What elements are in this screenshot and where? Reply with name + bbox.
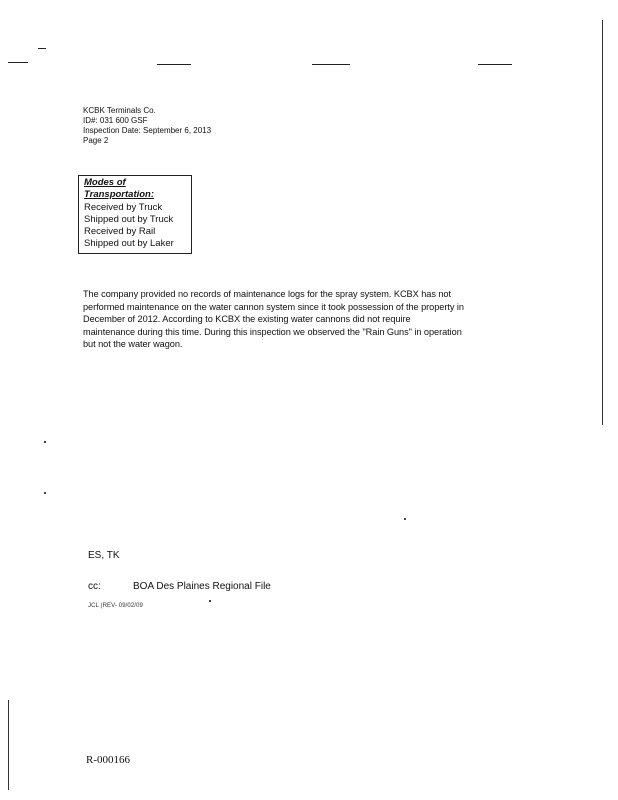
inspection-date: Inspection Date: September 6, 2013	[83, 126, 212, 135]
facility-id: ID#: 031 600 GSF	[83, 116, 148, 125]
bates-number: R-000166	[86, 754, 130, 766]
corner-mark-2	[38, 48, 46, 49]
paragraph-line: but not the water wagon.	[83, 339, 183, 350]
right-edge-line	[602, 20, 603, 425]
paragraph-line: maintenance during this time. During this inspection we observed the "Rain Guns" in operation	[83, 326, 462, 337]
speck	[209, 600, 211, 602]
speck	[404, 518, 406, 520]
corner-mark	[8, 62, 28, 63]
top-rule-2	[312, 64, 350, 65]
speck	[44, 441, 46, 443]
modes-title-line2: Transportation:	[84, 189, 155, 201]
paragraph-line: December of 2012. According to KCBX the existing water cannons did not require	[83, 314, 411, 325]
modes-item: Received by Truck	[84, 201, 163, 213]
letter-header	[83, 106, 211, 146]
cc-label: cc:	[88, 581, 101, 592]
top-rule-3	[478, 64, 512, 65]
modes-of-transportation-box	[78, 175, 192, 254]
modes-item: Received by Rail	[84, 226, 156, 238]
author-initials: ES, TK	[88, 550, 120, 561]
speck	[44, 492, 46, 494]
paragraph-line: The company provided no records of maintenance logs for the spray system. KCBX has not	[83, 289, 451, 299]
company-name: KCBK Terminals Co.	[83, 106, 156, 115]
cc-recipient: BOA Des Plaines Regional File	[133, 581, 271, 592]
maintenance-paragraph	[83, 288, 523, 351]
paragraph-line: performed maintenance on the water cannon system since it took possession of the property in	[83, 301, 464, 312]
modes-item: Shipped out by Truck	[84, 213, 174, 225]
modes-item: Shipped out by Laker	[84, 238, 174, 250]
page-number: Page 2	[83, 136, 109, 145]
modes-title-line1: Modes of	[84, 177, 126, 188]
left-edge-line	[8, 700, 9, 790]
top-rule-1	[157, 64, 191, 65]
form-revision-code: JCL (REV- 09/02/09	[88, 603, 143, 609]
